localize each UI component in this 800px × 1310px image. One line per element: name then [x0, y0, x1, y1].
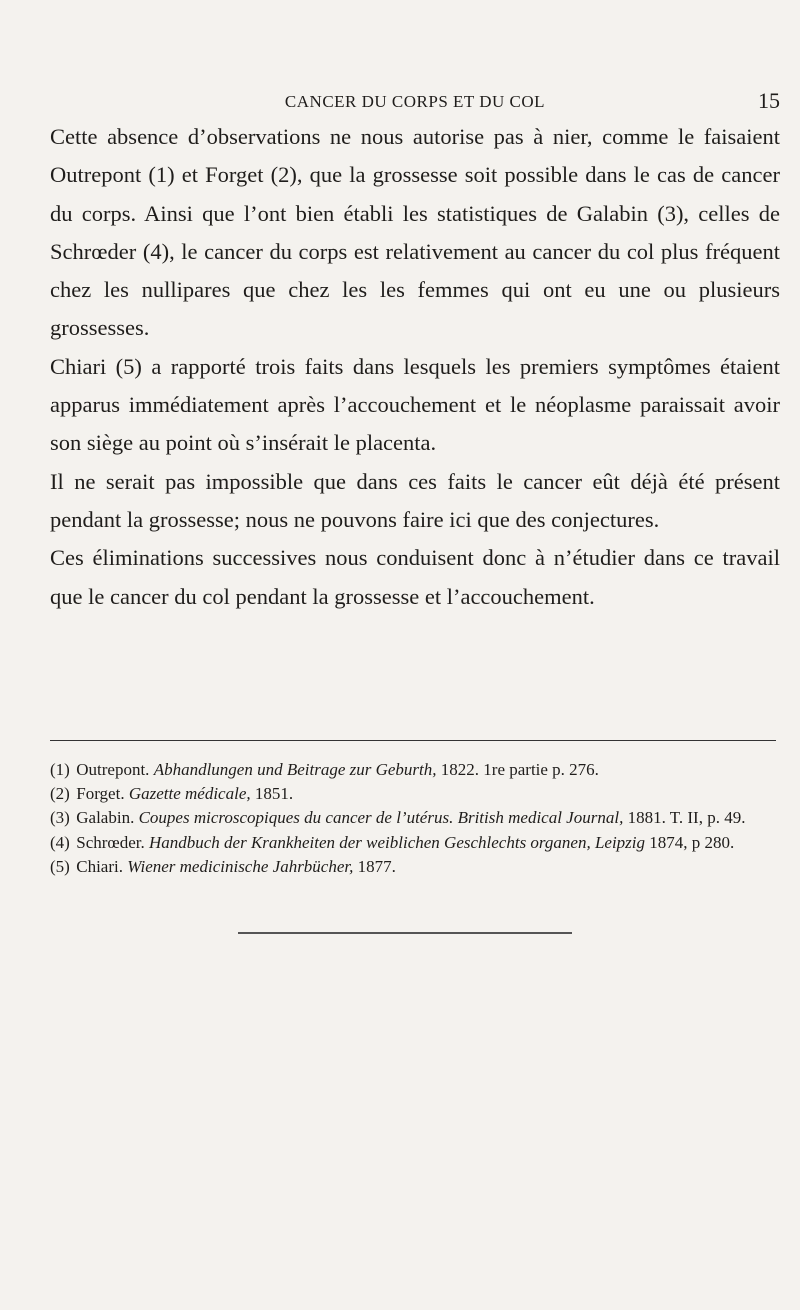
running-head — [50, 88, 780, 118]
footnote-author: Schrœder. — [76, 832, 145, 852]
paragraph: Cette absence d’observations ne nous autorise pas à nier, comme le faisaient Outrepont (1) et Forget (2), que la grossesse soit possible dans le cas de cancer du corps. Ainsi que l’ont bien établi les statistiques de Galabin (3), celles de Schrœder (4), le cancer du corps est relativement au cancer du col plus fréquent chez les nullipares que chez les les femmes qui ont eu une ou plusieurs grossesses. — [50, 124, 780, 341]
footnote — [50, 758, 780, 782]
footnote-details: 1877. — [353, 856, 396, 876]
footnote-divider — [50, 740, 776, 741]
footnote-title: Handbuch der Krankheiten der weiblichen Geschlechts organen, Leipzig — [148, 832, 646, 852]
page-number: 15 — [758, 88, 780, 113]
paragraph: Ces éliminations successives nous conduisent donc à n’étudier dans ce travail que le cancer du col pendant la grossesse et l’accouchement. — [50, 545, 780, 609]
footnote-details: 1851. — [250, 784, 294, 804]
paragraph: Chiari (5) a rapporté trois faits dans lesquels les premiers symptômes étaient apparus immédiatement après l’accouchement et le néoplasme paraissait avoir son siège au point où s’insérait le placenta. — [50, 353, 780, 456]
footnote — [50, 831, 780, 855]
footnote-number: (3) — [50, 808, 70, 828]
footnote-title: Abhandlungen und Beitrage zur Geburth, — [153, 760, 437, 779]
footnote-number: (4) — [50, 832, 70, 852]
footnote-details: 1874, p 280. — [645, 832, 735, 852]
footnote — [50, 806, 780, 830]
bottom-divider — [238, 932, 572, 934]
running-title: CANCER DU CORPS ET DU COL — [284, 92, 546, 111]
footnote — [50, 782, 780, 806]
footnote-number: (5) — [50, 856, 70, 876]
footnote-title: Coupes microscopiques du cancer de l’utérus. British medical Journal, — [138, 808, 624, 828]
footnote-author: Outrepont. — [76, 760, 150, 779]
footnote-author: Galabin. — [76, 808, 135, 828]
footnote-title: Wiener medicinische Jahrbücher, — [127, 856, 354, 876]
footnote-details: 1881. T. II, p. 49. — [623, 808, 746, 828]
footnotes — [50, 758, 780, 879]
footnote-author: Chiari. — [76, 856, 123, 876]
footnote-number: (1) — [50, 760, 70, 779]
footnote-number: (2) — [50, 784, 70, 804]
footnote-title: Gazette médicale, — [128, 784, 251, 804]
body-text — [50, 118, 780, 616]
footnote-author: Forget. — [76, 784, 125, 804]
footnote — [50, 855, 780, 879]
footnote-details: 1822. 1re partie p. 276. — [436, 760, 599, 779]
paragraph: Il ne serait pas impossible que dans ces faits le cancer eût déjà été présent pendant la grossesse; nous ne pouvons faire ici que des conjectures. — [50, 468, 780, 532]
